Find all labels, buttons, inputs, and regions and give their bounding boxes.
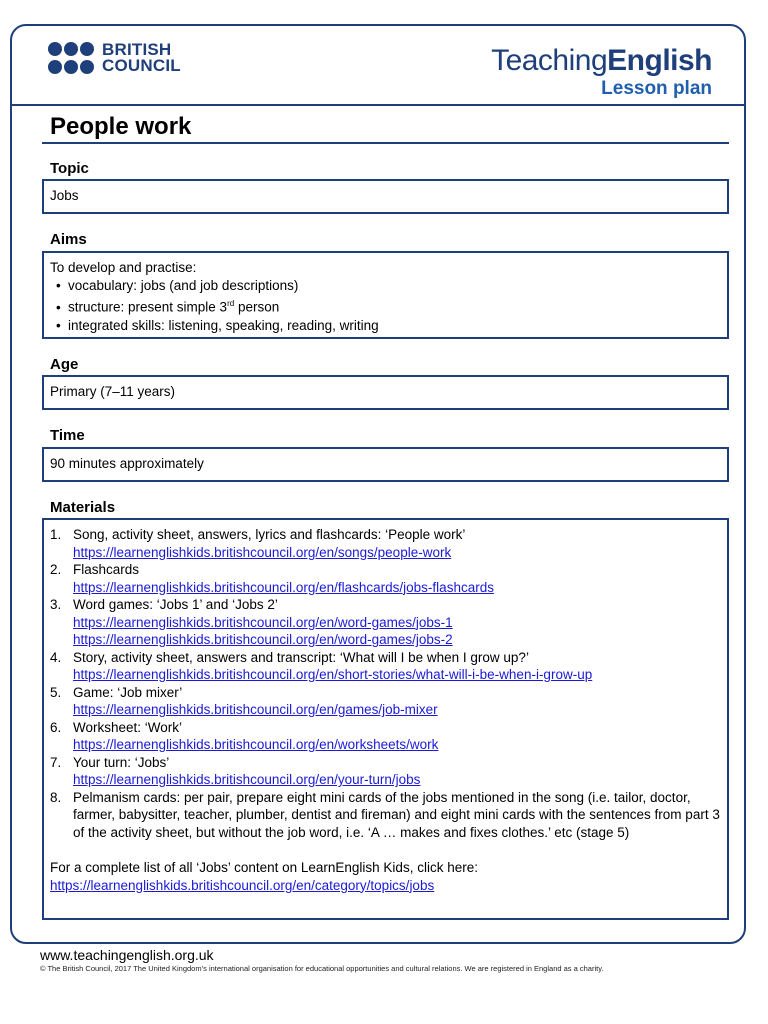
- teaching-english-wordmark: TeachingEnglish: [491, 44, 712, 77]
- materials-item-number: 8.: [50, 789, 62, 805]
- materials-link[interactable]: https://learnenglishkids.britishcouncil.org/en/worksheets/work: [73, 737, 439, 752]
- materials-item-text: Pelmanism cards: per pair, prepare eight mini cards of the jobs mentioned in the song (i.e. tailor, doctor, farmer, babysitter, teacher, plumber, dentist and fireman) and eight mini cards with the sentences from part 3 of the activity sheet, but without the job word, i.e. ‘A … makes and fixes clothes.’ etc (stage 5): [73, 789, 720, 840]
- materials-item-text: Game: ‘Job mixer’: [73, 684, 183, 700]
- materials-link[interactable]: https://learnenglishkids.britishcouncil.org/en/word-games/jobs-2: [73, 632, 453, 647]
- teaching-english-logo: [491, 44, 712, 100]
- materials-item-number: 2.: [50, 562, 62, 577]
- footer-url[interactable]: www.teachingenglish.org.uk: [40, 947, 214, 963]
- materials-item: [50, 789, 721, 842]
- age-box: [42, 375, 729, 410]
- lesson-plan-label: Lesson plan: [601, 78, 712, 99]
- materials-item-text: Word games: ‘Jobs 1’ and ‘Jobs 2’: [73, 597, 278, 612]
- time-label: Time: [50, 427, 85, 444]
- materials-link[interactable]: https://learnenglishkids.britishcouncil.org/en/short-stories/what-will-i-be-when-i-grow-up: [73, 667, 593, 682]
- materials-footer-text: For a complete list of all ‘Jobs’ content on LearnEnglish Kids, click here:: [50, 860, 478, 875]
- materials-item: [50, 684, 721, 719]
- materials-item: [50, 526, 721, 561]
- british-council-wordmark: BRITISH COUNCIL: [102, 40, 181, 75]
- materials-link[interactable]: https://learnenglishkids.britishcouncil.org/en/games/job-mixer: [73, 702, 438, 717]
- materials-footer: [50, 859, 721, 894]
- materials-item: [50, 596, 721, 649]
- materials-footer-link[interactable]: https://learnenglishkids.britishcouncil.org/en/category/topics/jobs: [50, 877, 435, 893]
- page-title: People work: [50, 113, 192, 140]
- materials-item-number: 5.: [50, 684, 62, 700]
- british-council-logo: [48, 42, 181, 74]
- materials-item: [50, 561, 721, 596]
- aims-list: [50, 277, 721, 335]
- aims-item: • structure: present simple 3rd person: [56, 295, 721, 317]
- materials-label: Materials: [50, 499, 116, 516]
- materials-box: [42, 518, 729, 920]
- aims-intro: To develop and practise:: [50, 260, 197, 275]
- topic-value: Jobs: [50, 188, 79, 203]
- materials-item-text: Your turn: ‘Jobs’: [73, 754, 170, 770]
- materials-item-text: Flashcards: [73, 562, 140, 577]
- materials-item: [50, 719, 721, 754]
- materials-link[interactable]: https://learnenglishkids.britishcouncil.org/en/your-turn/jobs: [73, 772, 421, 787]
- materials-item: [50, 754, 721, 789]
- materials-item: [50, 649, 721, 684]
- british-council-dots-icon: [48, 42, 94, 74]
- materials-item-text: Worksheet: ‘Work’: [73, 719, 183, 735]
- aims-item: • integrated skills: listening, speaking, reading, writing: [56, 317, 721, 335]
- aims-box: [42, 251, 729, 339]
- materials-item-number: 4.: [50, 649, 62, 665]
- materials-item-number: 1.: [50, 527, 62, 542]
- topic-box: [42, 179, 729, 214]
- materials-item-number: 7.: [50, 754, 62, 770]
- time-value: 90 minutes approximately: [50, 456, 204, 471]
- materials-item-text: Story, activity sheet, answers and transcript: ‘What will I be when I grow up?’: [73, 649, 529, 665]
- title-divider: [42, 142, 729, 144]
- materials-item-number: 6.: [50, 719, 62, 735]
- topic-label: Topic: [50, 160, 89, 177]
- materials-link[interactable]: https://learnenglishkids.britishcouncil.org/en/word-games/jobs-1: [73, 614, 453, 630]
- age-label: Age: [50, 356, 79, 373]
- footer-copyright: © The British Council, 2017 The United Kingdom’s international organisation for educational opportunities and cultural relations. We are registered in England as a charity.: [40, 964, 604, 973]
- materials-item-number: 3.: [50, 597, 62, 612]
- aims-item: • vocabulary: jobs (and job descriptions): [56, 277, 721, 295]
- materials-item-text: Song, activity sheet, answers, lyrics and flashcards: ‘People work’: [73, 527, 466, 542]
- header-divider: [10, 104, 746, 106]
- aims-label: Aims: [50, 231, 87, 248]
- materials-link[interactable]: https://learnenglishkids.britishcouncil.org/en/flashcards/jobs-flashcards: [73, 579, 494, 595]
- time-box: [42, 447, 729, 482]
- materials-list: [50, 526, 721, 841]
- materials-link[interactable]: https://learnenglishkids.britishcouncil.org/en/songs/people-work: [73, 544, 452, 560]
- age-value: Primary (7–11 years): [50, 384, 176, 399]
